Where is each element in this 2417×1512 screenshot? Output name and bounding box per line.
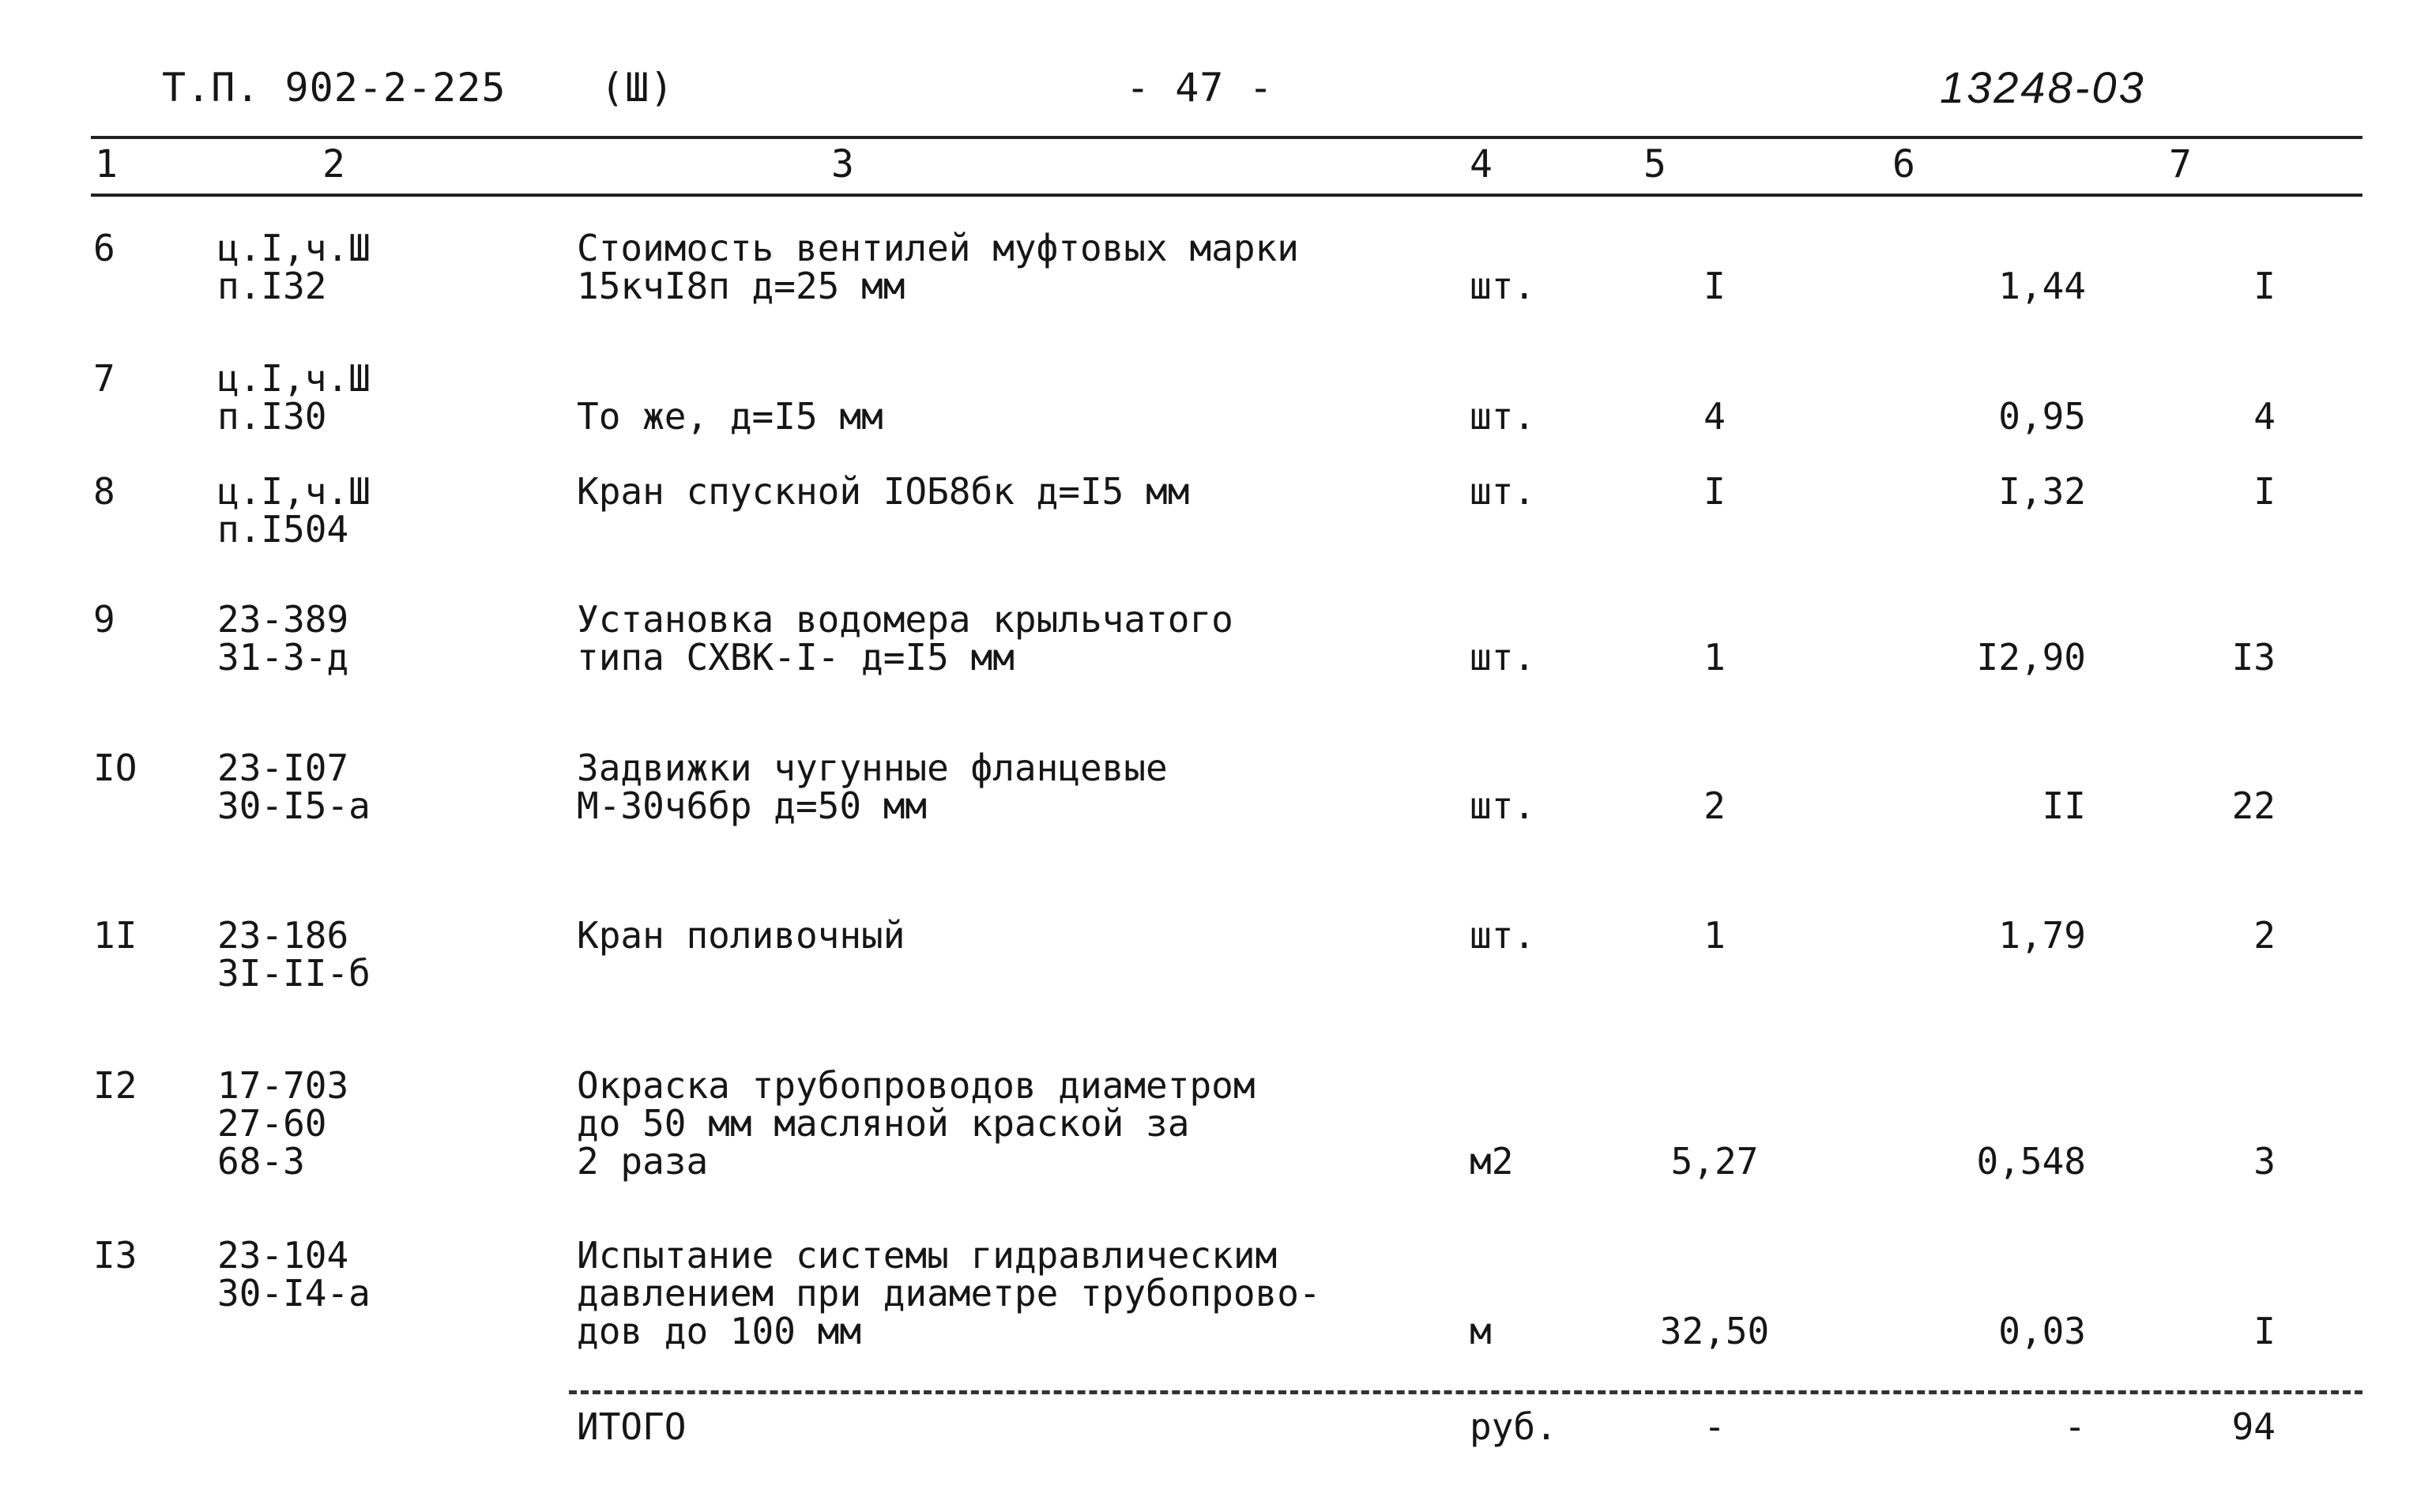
row-total: 3 [2253,1140,2276,1183]
header-rule-bottom [91,194,2362,197]
row-number: I3 [93,1234,137,1277]
section-label: (Ш) [600,65,675,111]
row-description: Задвижки чугунные фланцевые М-30ч6бр д=50 мм [577,747,1168,827]
row-total: 22 [2231,784,2276,827]
row-reference: 23-104 30-I4-а [217,1234,371,1315]
summary-label: ИТОГО [577,1405,687,1448]
column-number-1: 1 [95,142,118,186]
row-number: 1I [93,914,137,957]
row-price: 0,548 [1976,1140,2086,1183]
row-description: То же, д=I5 мм [577,395,883,438]
row-total: I3 [2231,636,2276,679]
row-reference: 17-703 27-60 68-3 [217,1064,349,1183]
column-number-7: 7 [2169,142,2192,186]
row-number: IO [93,747,137,789]
row-unit: шт. [1470,265,1536,307]
column-number-5: 5 [1643,142,1666,186]
row-total: I [2253,265,2276,307]
row-number: 6 [93,227,115,269]
row-total: 4 [2253,395,2276,438]
row-quantity: I [1704,470,1726,513]
summary-price: - [2064,1405,2086,1448]
row-price: 0,95 [1998,395,2086,438]
row-quantity: 4 [1704,395,1726,438]
column-number-6: 6 [1892,142,1915,186]
row-number: 9 [93,598,115,641]
row-description: Испытание системы гидравлическим давлением при диаметре трубопрово- дов до 100 мм [577,1234,1321,1352]
row-price: 1,79 [1998,914,2086,957]
row-description: Установка водомера крыльчатого типа СХВК-I- д=I5 мм [577,598,1233,679]
row-quantity: 2 [1704,784,1726,827]
row-price: II [2042,784,2086,827]
row-unit: м [1470,1310,1492,1352]
row-quantity: I [1704,265,1726,307]
row-total: I [2253,1310,2276,1352]
row-reference: ц.I,ч.Ш п.I504 [217,470,371,551]
row-unit: шт. [1470,470,1536,513]
row-reference: 23-186 3I-II-б [217,914,371,995]
row-unit: м2 [1470,1140,1514,1183]
row-reference: ц.I,ч.Ш п.I32 [217,227,371,307]
summary-quantity: - [1704,1405,1726,1448]
row-description: Окраска трубопроводов диаметром до 50 мм масляной краской за 2 раза [577,1064,1256,1183]
summary-unit: руб. [1470,1405,1557,1448]
row-unit: шт. [1470,914,1536,957]
row-price: 0,03 [1998,1310,2086,1352]
row-total: 2 [2253,914,2276,957]
row-price: 1,44 [1998,265,2086,307]
row-price: I2,90 [1976,636,2086,679]
row-number: 8 [93,470,115,513]
row-reference: 23-389 31-3-д [217,598,349,679]
page-number: - 47 - [1126,65,1274,111]
column-number-4: 4 [1470,142,1493,186]
row-description: Кран поливочный [577,914,905,957]
row-total: I [2253,470,2276,513]
document-number: 13248-03 [1940,62,2146,112]
summary-dashed-rule [569,1390,2362,1394]
header-rule-top [91,136,2362,139]
row-unit: шт. [1470,395,1536,438]
row-number: 7 [93,357,115,400]
row-description: Кран спускной IOБ8бк д=I5 мм [577,470,1190,513]
row-unit: шт. [1470,784,1536,827]
project-code: Т.П. 902-2-225 [162,65,506,111]
row-description: Стоимость вентилей муфтовых марки 15кчI8п д=25 мм [577,227,1299,307]
row-number: I2 [93,1064,137,1107]
row-quantity: 5,27 [1670,1140,1759,1183]
row-reference: ц.I,ч.Ш п.I30 [217,357,371,438]
row-quantity: 1 [1704,914,1726,957]
row-price: I,32 [1998,470,2086,513]
row-quantity: 32,50 [1659,1310,1770,1352]
column-number-3: 3 [831,142,854,186]
column-number-2: 2 [322,142,345,186]
row-quantity: 1 [1704,636,1726,679]
row-unit: шт. [1470,636,1536,679]
row-reference: 23-I07 30-I5-а [217,747,371,827]
summary-total: 94 [2231,1405,2276,1448]
